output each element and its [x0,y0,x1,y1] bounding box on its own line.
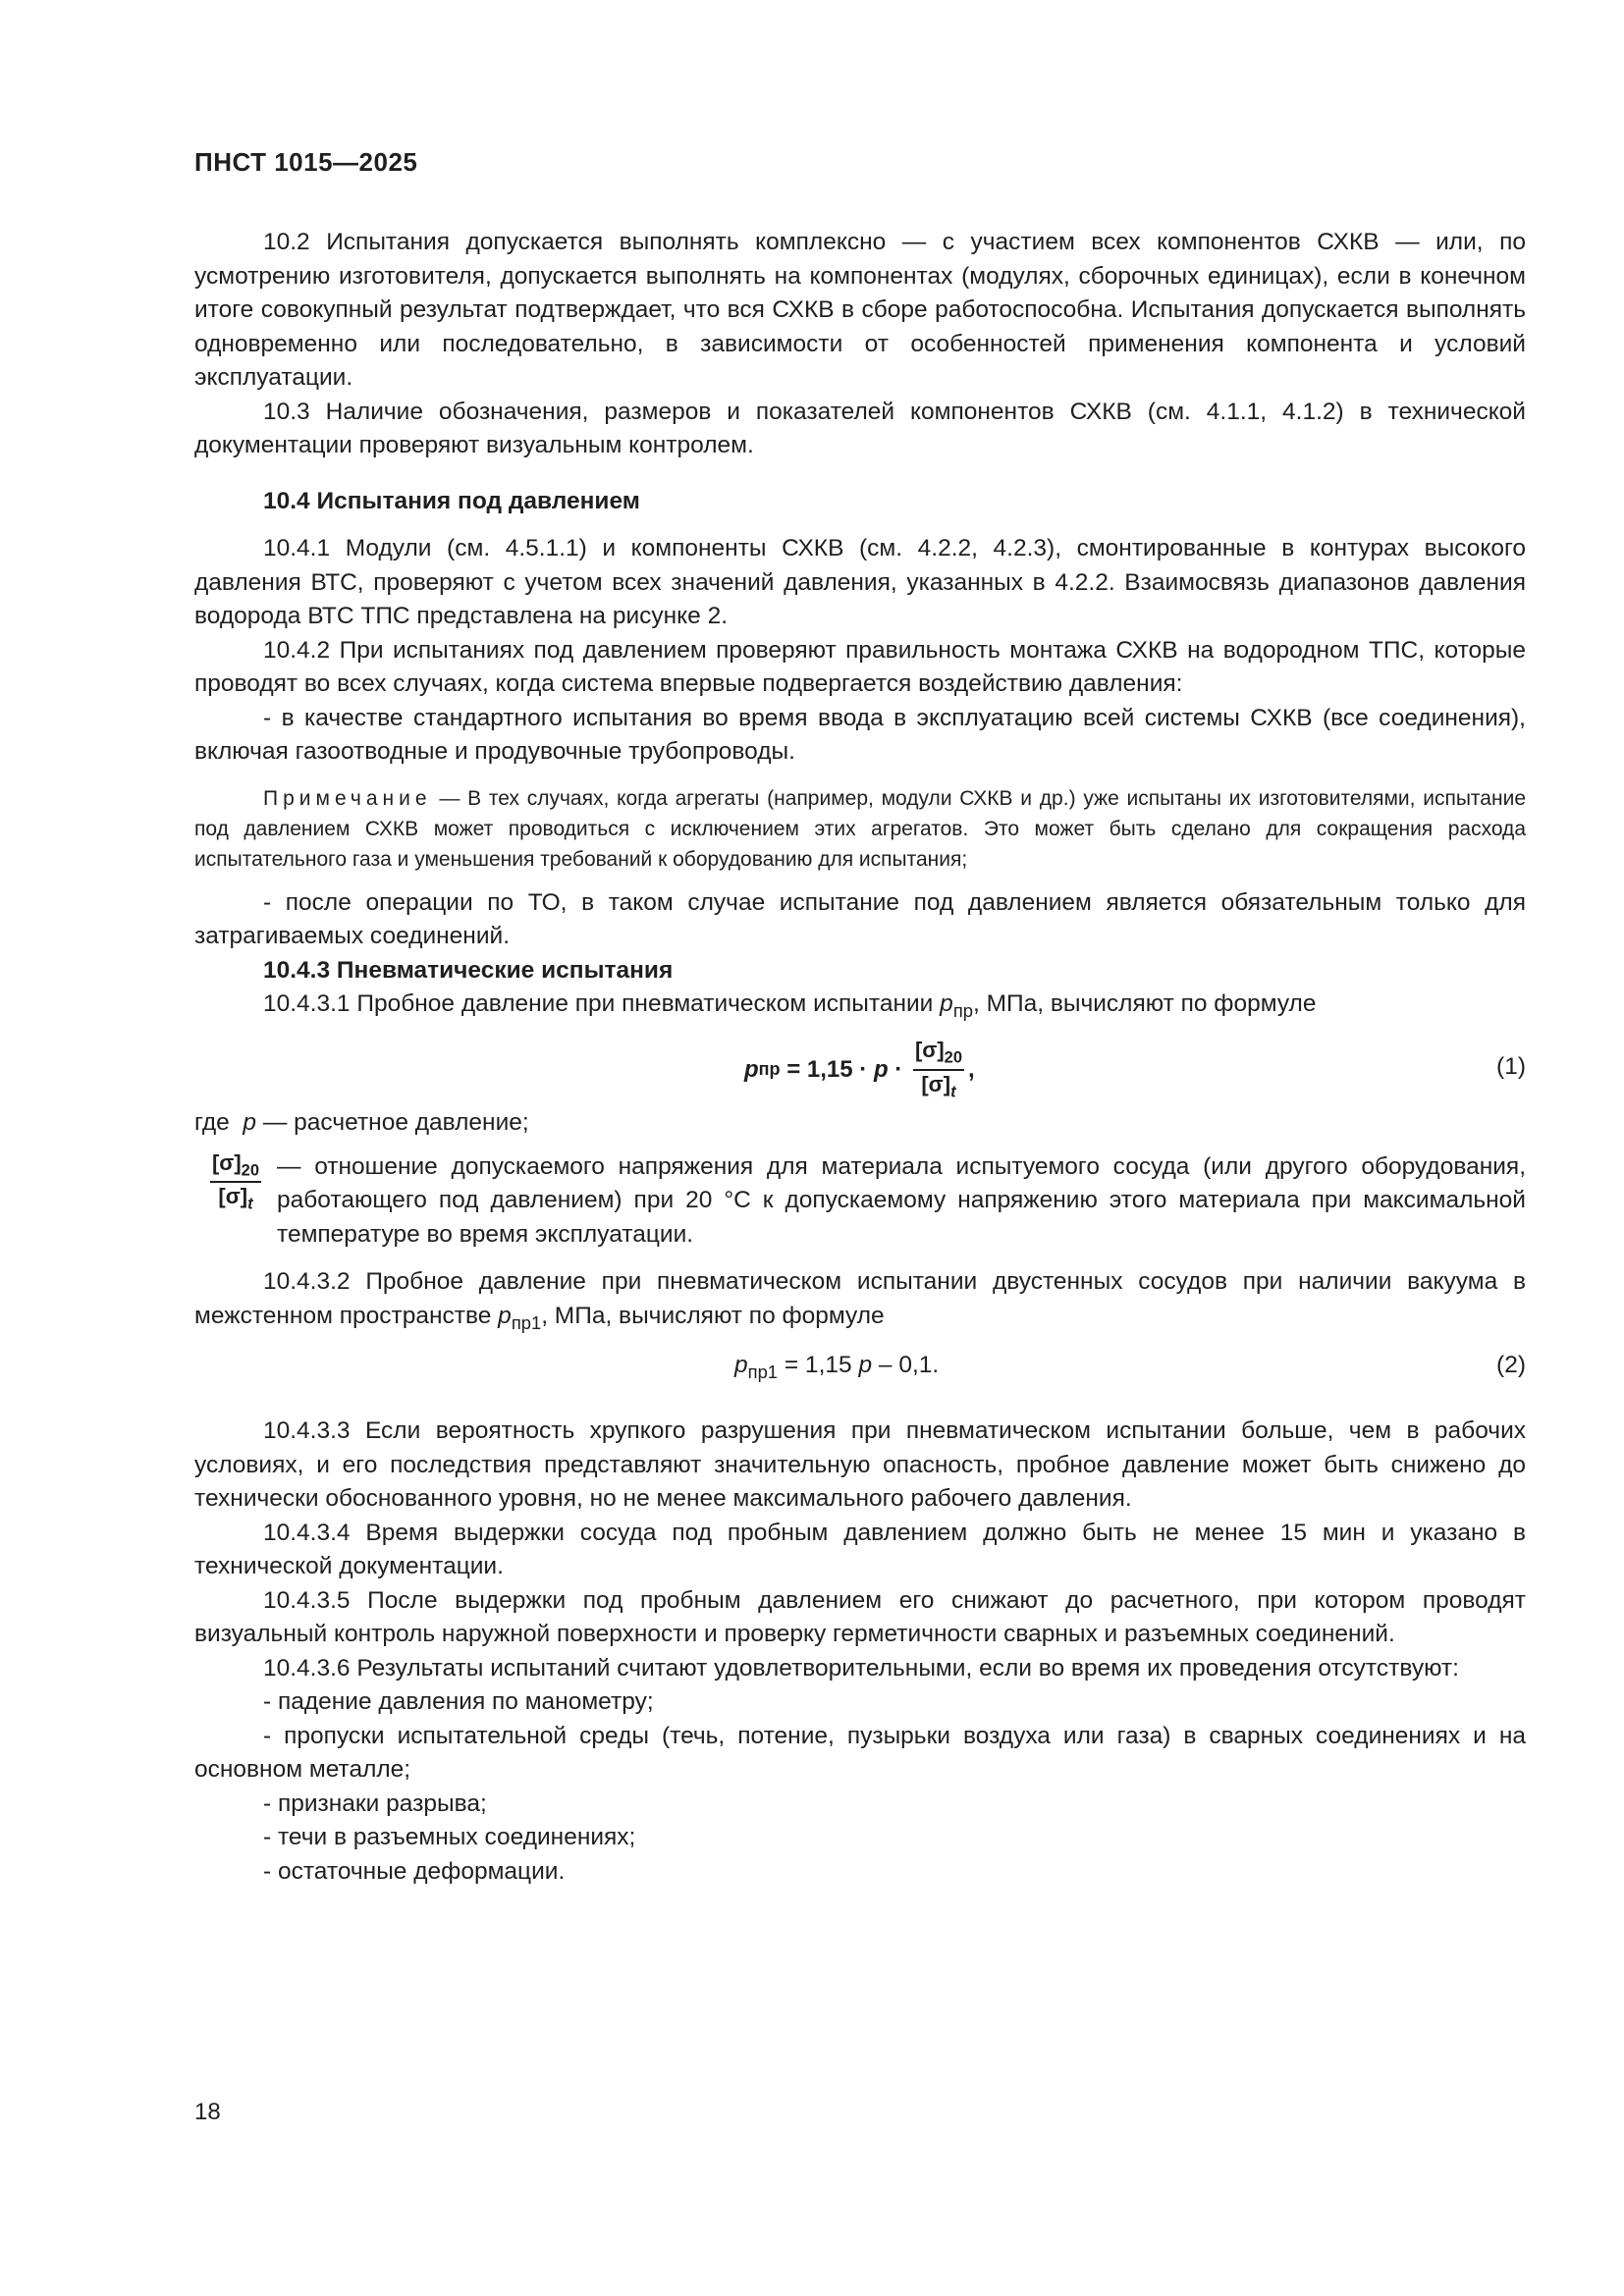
page-number: 18 [194,2099,221,2125]
list-item: - после операции по ТО, в таком случае испытание под давлением является обязательным только для затрагиваемых соединений. [194,888,1526,949]
ratio-definition [194,1150,1526,1253]
document-body [194,226,1526,1889]
stress-ratio-fraction: $\frac{[\sigma]_{20}}{[\sigma]_t}$ [914,1038,962,1101]
note [194,783,1526,875]
note-text: — В тех случаях, когда агрегаты (например, модули СХКВ и др.) уже испытаны их изготовителями, испытание под давлением СХКВ может проводиться с исключением этих агрегатов. Это может быть сделано для сокращения расхода испытательного газа и уменьшения требований к оборудованию для испытания; [194,786,1526,871]
list-item: - признаки разрыва; [263,1789,487,1817]
list-item: - течи в разъемных соединениях; [263,1824,636,1851]
paragraph-10-4-2: 10.4.2 При испытаниях под давлением проверяют правильность монтажа СХКВ на водородном ТПС, которые проводят во всех случаях, когда система впервые подвергается воздействию давления: [194,636,1526,697]
list-item: - пропуски испытательной среды (течь, потение, пузырьки воздуха или газа) в сварных соединениях и на основном металле; [194,1722,1526,1784]
paragraph-10-4-3-4: 10.4.3.4 Время выдержки сосуда под пробным давлением должно быть не менее 15 мин и указано в технической документации. [194,1519,1526,1580]
equation-number-1: (1) [1496,1053,1526,1081]
formula-1 [194,1028,1526,1106]
list-item: - остаточные деформации. [263,1857,566,1885]
ratio-symbol: $\frac{[\sigma]_{20}}{[\sigma]_t}$ [211,1149,260,1213]
note-label: Примечание [263,786,432,810]
paragraph-10-4-3-6: 10.4.3.6 Результаты испытаний считают удовлетворительными, если во время их проведения отсутствуют: [263,1654,1459,1682]
ratio-definition-text: — отношение допускаемого напряжения для материала испытуемого сосуда (или другого оборудования, работающего под давлением) при 20 °С к допускаемому напряжению этого материала при максимальной температуре во время эксплуатации. [277,1152,1526,1248]
formula-2 [194,1340,1526,1401]
equation-number-2: (2) [1496,1352,1526,1379]
paragraph-10-4-1: 10.4.1 Модули (см. 4.5.1.1) и компоненты СХКВ (см. 4.2.2, 4.2.3), смонтированные в контурах высокого давления ВТС, проверяют с учетом всех значений давления, указанных в 4.2.2. Взаимосвязь диапазонов давления водорода ВТС ТПС представлена на рисунке 2. [194,535,1526,629]
paragraph-10-4-3-5: 10.4.3.5 После выдержки под пробным давлением его снижают до расчетного, при котором проводят визуальный контроль наружной поверхности и проверку герметичности сварных и разъемных соединений. [194,1586,1526,1648]
formula-2-expression: $p_{пр1} = 1,15$ p – 0,1. [734,1352,940,1383]
document-header: ПНСТ 1015—2025 [194,147,418,177]
paragraph-10-4-3-2: 10.4.3.2 Пробное давление при пневматическом испытании двустенных сосудов при наличии вакуума в межстенном пространстве $p_{пр1}$, МПа, вычисляют по формуле [194,1268,1526,1333]
paragraph-10-3: 10.3 Наличие обозначения, размеров и показателей компонентов СХКВ (см. 4.1.1, 4.1.2) в технической документации проверяют визуальным контролем. [194,398,1526,458]
where-clause: где p — расчетное давление; [194,1109,529,1137]
paragraph-10-4-3-3: 10.4.3.3 Если вероятность хрупкого разрушения при пневматическом испытании больше, чем в рабочих условиях, и его последствия представляют значительную опасность, пробное давление может быть снижено до технически обоснованного уровня, но не менее максимального рабочего давления. [194,1417,1526,1513]
paragraph-10-4-3-1: 10.4.3.1 Пробное давление при пневматическом испытании $p_{пр}$, МПа, вычисляют по формуле [263,990,1317,1021]
list-item: - в качестве стандартного испытания во время ввода в эксплуатацию всей системы СХКВ (все соединения), включая газоотводные и продувочные трубопроводы. [194,704,1526,765]
paragraph-10-2: 10.2 Испытания допускается выполнять комплексно — с участием всех компонентов СХКВ — или, по усмотрению изготовителя, допускается выполнять на компонентах (модулях, сборочных единицах), если в конечном итоге совокупный результат подтверждает, что вся СХКВ в сборе работоспособна. Испытания допускается выполнять одновременно или последовательно, в зависимости от особенностей применения компонента и условий эксплуатации. [194,229,1526,391]
section-heading-10-4-3: 10.4.3 Пневматические испытания [263,956,674,984]
section-heading-10-4: 10.4 Испытания под давлением [263,487,640,514]
list-item: - падение давления по манометру; [263,1688,654,1716]
formula-1-expression: p пр = 1,15 · p · $\frac{[\sigma]_{20}}{[\sigma]_t}$ , [744,1038,975,1101]
